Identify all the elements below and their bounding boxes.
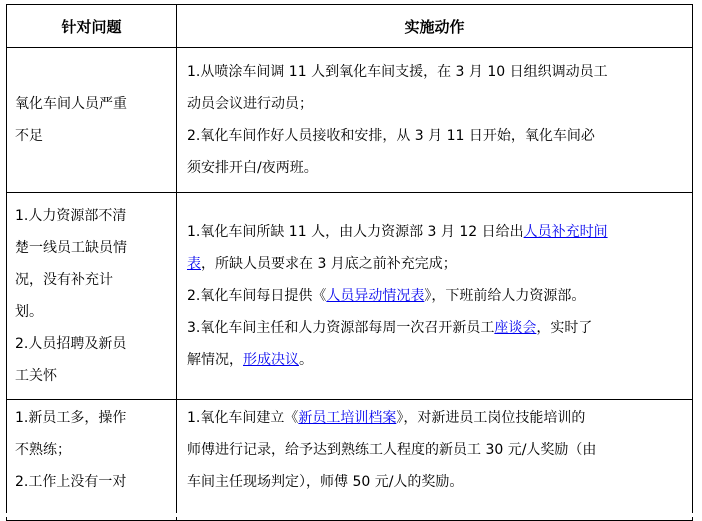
- measures-table: [6, 4, 693, 521]
- problem-line: 1.新员工多，操作: [15, 410, 127, 426]
- action-line: [187, 248, 682, 280]
- header-problem: 针对问题: [7, 5, 177, 48]
- action-line: [187, 344, 682, 376]
- action-line: [187, 280, 682, 312]
- action-line: 1.从喷涂车间调 11 人到氧化车间支援，在 3 月 10 日组织调动员工: [187, 64, 608, 80]
- action-cell: [177, 193, 693, 400]
- problem-line: 2.工作上没有一对: [15, 474, 127, 490]
- problem-line: 划。: [15, 304, 43, 320]
- problem-line: 2.人员招聘及新员: [15, 336, 127, 352]
- problem-cell: [7, 193, 177, 400]
- table-row: [7, 48, 693, 193]
- action-line: 2.氧化车间作好人员接收和安排，从 3 月 11 日开始，氧化车间必: [187, 128, 595, 144]
- resolution-link[interactable]: 形成决议: [243, 352, 299, 368]
- action-text: ，实时了: [536, 320, 593, 336]
- header-action: 实施动作: [177, 5, 693, 48]
- action-text: 2.氧化车间每日提供《: [187, 288, 327, 304]
- action-cell: [177, 48, 693, 193]
- action-text: 》，对新进员工岗位技能培训的: [396, 410, 586, 426]
- action-line: 须安排开白/夜两班。: [187, 160, 318, 176]
- problem-cell: [7, 48, 177, 193]
- action-line: 动员会议进行动员；: [187, 96, 313, 112]
- problem-line: 工关怀: [15, 368, 57, 384]
- page-bottom-edge: [0, 513, 702, 517]
- problem-line: 1.人力资源部不清: [15, 208, 127, 224]
- staff-supplement-schedule-link[interactable]: 人员补充时间: [523, 224, 608, 240]
- action-line: [187, 312, 682, 344]
- table-row: [7, 400, 693, 521]
- action-text: 。: [299, 352, 313, 368]
- header-row: [7, 5, 693, 48]
- staff-change-report-link[interactable]: 人员异动情况表: [326, 288, 425, 304]
- problem-line: 不熟练；: [15, 442, 71, 458]
- action-text: 1.氧化车间所缺 11 人，由人力资源部 3 月 12 日给出: [187, 224, 524, 240]
- problem-line: 不足: [15, 128, 43, 144]
- action-text: 解情况，: [187, 352, 243, 368]
- action-text: 》，下班前给人力资源部。: [424, 288, 586, 304]
- action-line: [187, 402, 682, 434]
- symposium-link[interactable]: 座谈会: [494, 320, 537, 336]
- action-text: 1.氧化车间建立《: [187, 410, 299, 426]
- problem-line: 楚一线员工缺员情: [15, 240, 127, 256]
- problem-line: 况，没有补充计: [15, 272, 113, 288]
- action-cell: [177, 400, 693, 521]
- action-line: 车间主任现场判定），师傅 50 元/人的奖励。: [187, 474, 464, 490]
- action-text: ，所缺人员要求在 3 月底之前补充完成；: [201, 256, 457, 272]
- problem-line: 氧化车间人员严重: [15, 96, 127, 112]
- training-archive-link[interactable]: 新员工培训档案: [298, 410, 397, 426]
- table-row: [7, 193, 693, 400]
- staff-supplement-schedule-link-cont[interactable]: 表: [187, 256, 201, 272]
- action-text: 3.氧化车间主任和人力资源部每周一次召开新员工: [187, 320, 495, 336]
- action-line: 师傅进行记录，给予达到熟练工人程度的新员工 30 元/人奖励（由: [187, 442, 597, 458]
- action-line: [187, 216, 682, 248]
- problem-cell: [7, 400, 177, 521]
